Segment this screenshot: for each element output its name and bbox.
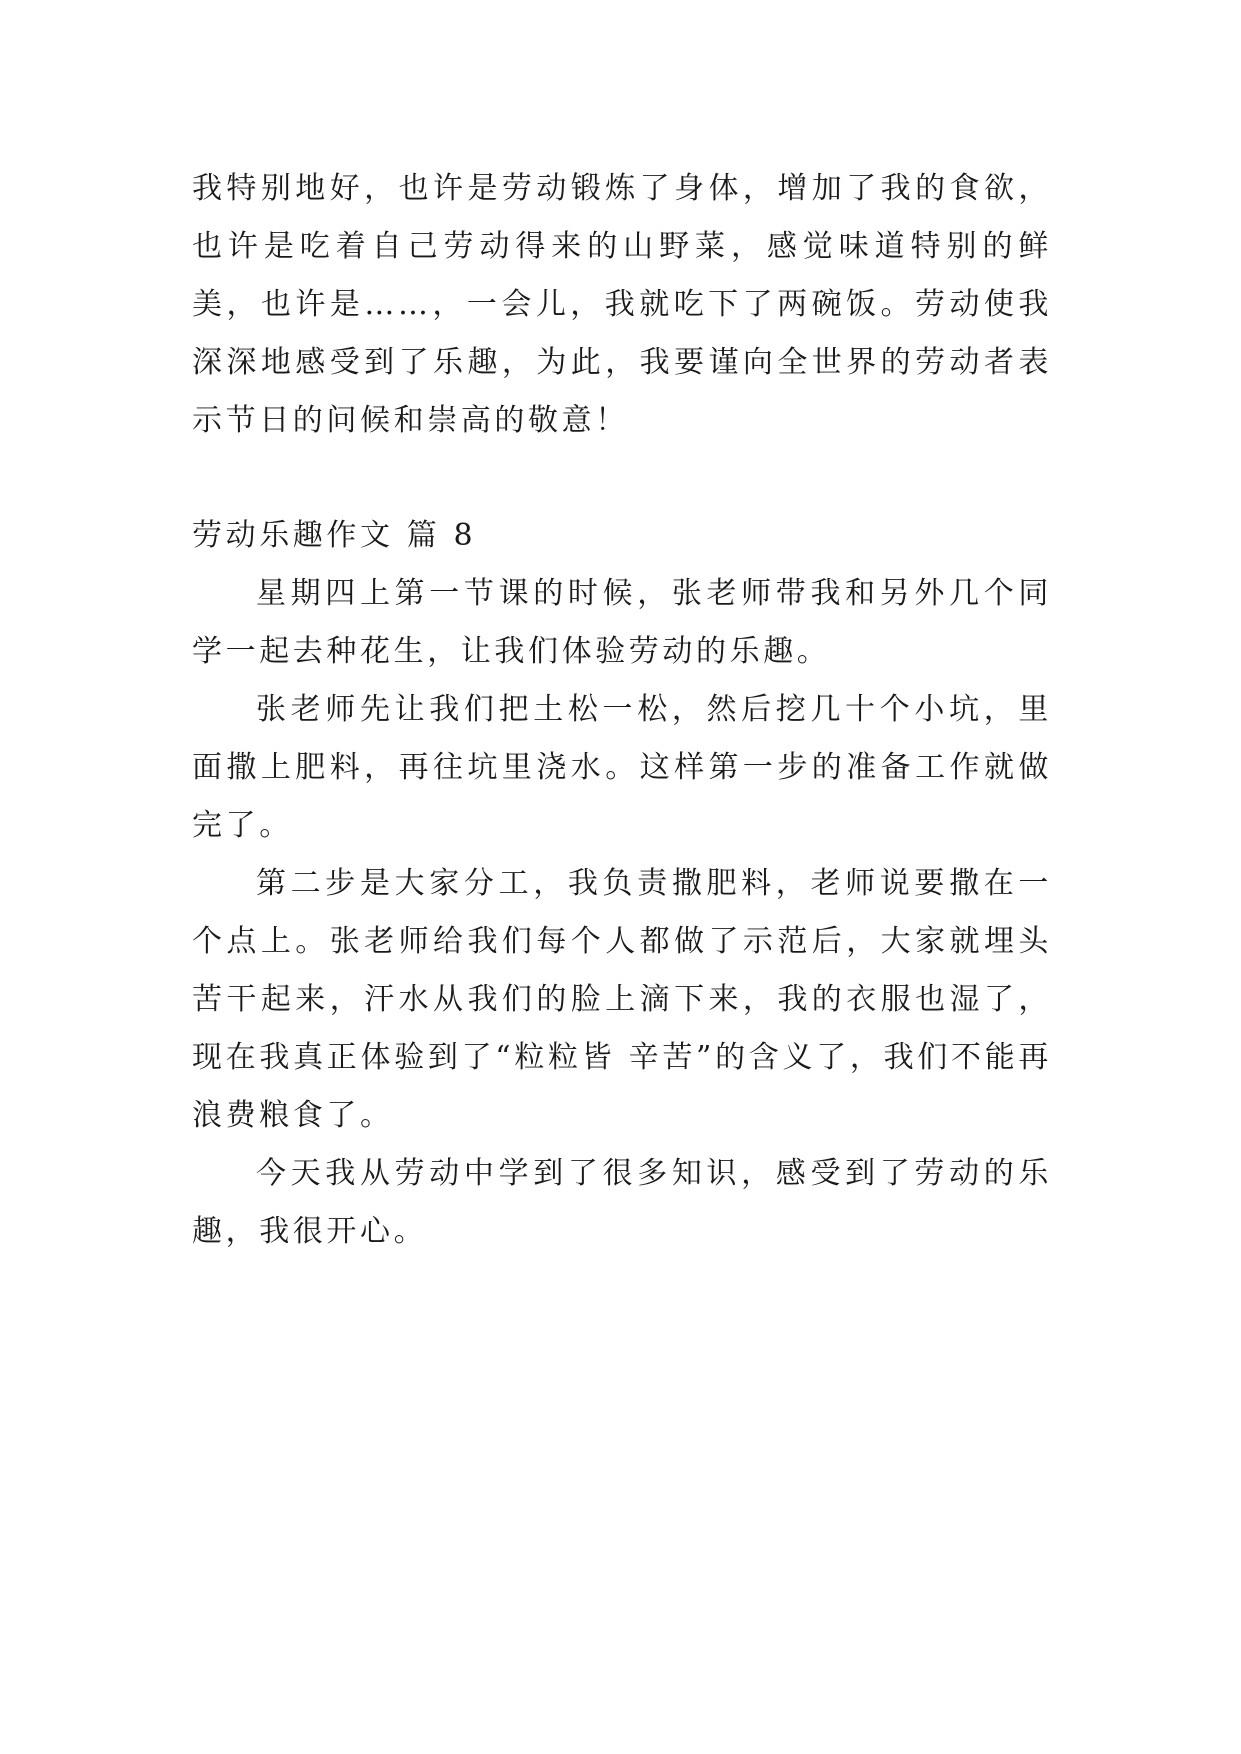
essay-section-8 <box>192 507 1052 1261</box>
section-heading: 劳动乐趣作文 篇 8 <box>192 518 477 553</box>
paragraph-1: 星期四上第一节课的时候，张老师带我和另外几个同学一起去种花生，让我们体验劳动的乐趣。 <box>192 576 1052 669</box>
paragraph-4: 今天我从劳动中学到了很多知识，感受到了劳动的乐趣，我很开心。 <box>192 1156 1052 1249</box>
continuation-block <box>192 160 1052 450</box>
paragraph-2: 张老师先让我们把土松一松，然后挖几十个小坑，里面撒上肥料，再往坑里浇水。这样第一步的准备工作就做完了。 <box>192 692 1052 843</box>
continuation-paragraph: 我特别地好，也许是劳动锻炼了身体，增加了我的食欲，也许是吃着自己劳动得来的山野菜，感觉味道特别的鲜美，也许是……，一会儿，我就吃下了两碗饭。劳动使我深深地感受到了乐趣，为此，我要谨向全世界的劳动者表示节日的问候和崇高的敬意！ <box>192 171 1052 438</box>
paragraph-3: 第二步是大家分工，我负责撒肥料，老师说要撒在一个点上。张老师给我们每个人都做了示范后，大家就埋头苦干起来，汗水从我们的脸上滴下来，我的衣服也湿了，现在我真正体验到了“粒粒皆 辛苦”的含义了，我们不能再浪费粮食了。 <box>192 866 1052 1133</box>
